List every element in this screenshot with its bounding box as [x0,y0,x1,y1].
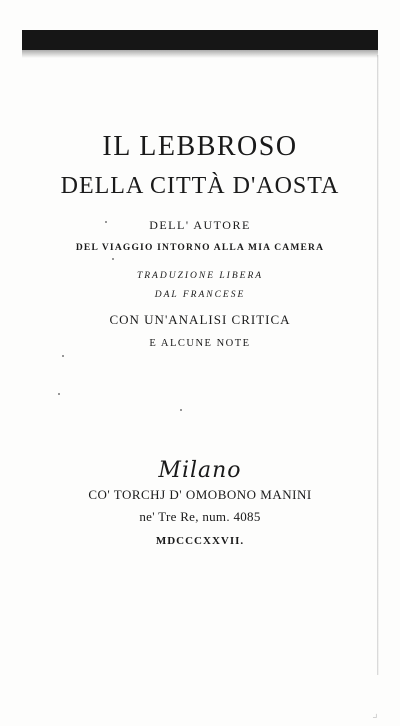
imprint-year: MDCCCXXVII. [155,535,245,547]
ink-speck [112,258,114,260]
page-curl-icon: ⌟ [372,706,378,720]
ink-speck [180,409,182,411]
translation-line-1: TRADUZIONE LIBERA [136,271,264,281]
imprint-address: ne' Tre Re, num. 4085 [139,509,261,524]
ink-speck [58,393,60,395]
scan-top-shadow-bar [22,30,378,50]
imprint-printer: CO' TORCHJ D' OMOBONO MANINI [88,487,312,502]
author-line-2: DEL VIAGGIO INTORNO ALLA MIA CAMERA [75,243,325,253]
translation-line-2: DAL FRANCESE [154,290,246,300]
scan-top-shadow-fade [22,50,378,58]
ink-speck [105,221,107,223]
imprint-city: Milano [158,458,242,483]
author-line-1: DELL' AUTORE [149,218,251,232]
analysis-line: CON UN'ANALISI CRITICA [109,312,291,327]
notes-line: E ALCUNE NOTE [149,338,251,349]
title-line-1: IL LEBBROSO [102,131,298,162]
ink-speck [62,355,64,357]
title-line-2: DELLA CITTÀ D'AOSTA [60,173,340,199]
